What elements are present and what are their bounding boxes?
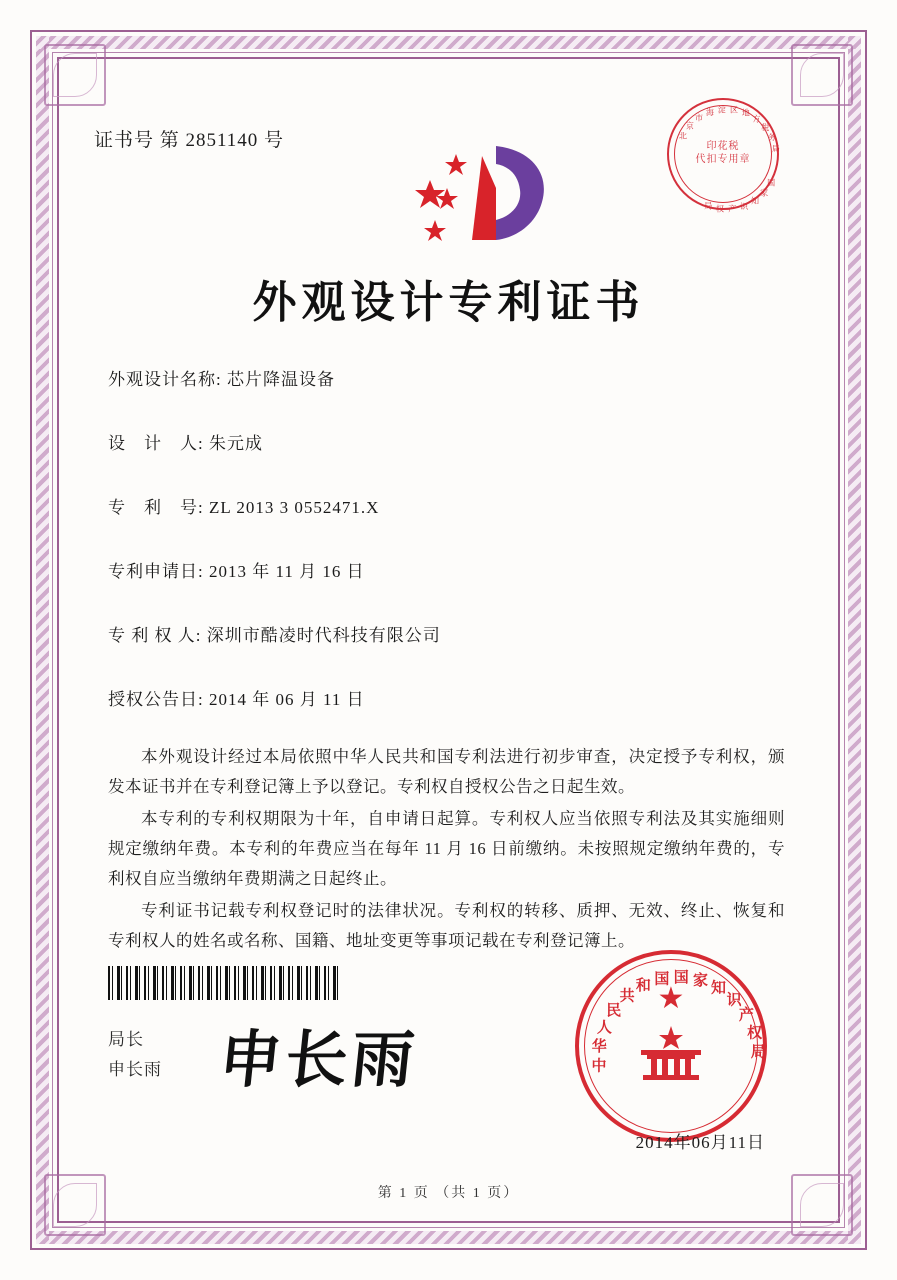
director-name-label: 申长雨 [108, 1060, 162, 1079]
field-label: 专 利 权 人: [108, 626, 202, 645]
field-patent-number [108, 493, 797, 518]
seal-star-icon: ★ [657, 982, 685, 1015]
field-label: 专 利 号: [108, 498, 204, 517]
handwritten-signature: 申长雨 [215, 1023, 422, 1096]
certificate-content [70, 70, 827, 1210]
field-label: 授权公告日: [108, 690, 204, 709]
tax-stamp-center-line2: 代扣专用章 [695, 154, 751, 165]
tax-stamp-icon [667, 98, 780, 214]
field-list [108, 365, 797, 749]
issue-date-stamp: 2014年06月11日 [635, 1133, 765, 1152]
certificate-number: 证书号 第 2851140 号 [94, 130, 285, 151]
field-label: 专利申请日: [108, 562, 204, 581]
field-value: 朱元成 [208, 434, 263, 453]
tax-stamp-center-line1: 印花税 [706, 141, 740, 152]
field-application-date [108, 557, 797, 582]
legal-paragraph-1: 本外观设计经过本局依照中华人民共和国专利法进行初步审查，决定授予专利权，颁发本证书并在专利登记簿上予以登记。专利权自授权公告之日起生效。 [108, 747, 785, 796]
field-label: 外观设计名称: [108, 370, 222, 389]
field-value: 深圳市酷凌时代科技有限公司 [206, 626, 441, 645]
legal-text [108, 742, 785, 958]
page-title: 外观设计专利证书 [252, 277, 645, 328]
sipo-logo-icon [400, 128, 560, 263]
field-value: 芯片降温设备 [226, 370, 335, 389]
field-value: ZL 2013 3 0552471.X [208, 498, 380, 517]
tax-stamp-arc-top: 北 京 市 海 淀 区 地 方 税 务 局 国 家 知 识 产 权 局 [678, 105, 780, 214]
field-design-name [108, 365, 797, 390]
barcode [108, 966, 342, 1000]
national-emblem-icon [635, 1024, 707, 1084]
field-value: 2014 年 06 月 11 日 [208, 690, 365, 709]
page-number: 第 1 页 （共 1 页） [377, 1186, 520, 1201]
field-value: 2013 年 11 月 16 日 [208, 562, 365, 581]
field-label: 设 计 人: [108, 434, 204, 453]
director-title-label: 局长 [108, 1030, 144, 1049]
field-patentee [108, 621, 797, 646]
signature-block [108, 1025, 162, 1085]
field-grant-date [108, 685, 797, 710]
field-designer [108, 429, 797, 454]
legal-paragraph-3: 专利证书记载专利权登记时的法律状况。专利权的转移、质押、无效、终止、恢复和专利权人的姓名或名称、国籍、地址变更等事项记载在专利登记簿上。 [108, 901, 785, 950]
legal-paragraph-2: 本专利的专利权期限为十年，自申请日起算。专利权人应当依照专利法及其实施细则规定缴纳年费。本专利的年费应当在每年 11 月 16 日前缴纳。未按照规定缴纳年费的，专利权自应当缴纳年费期满之日起终止。 [108, 809, 785, 888]
official-seal-icon: ★ 中 华 人 民 共 和 国 国 家 知 识 产 权 局 [575, 950, 767, 1142]
